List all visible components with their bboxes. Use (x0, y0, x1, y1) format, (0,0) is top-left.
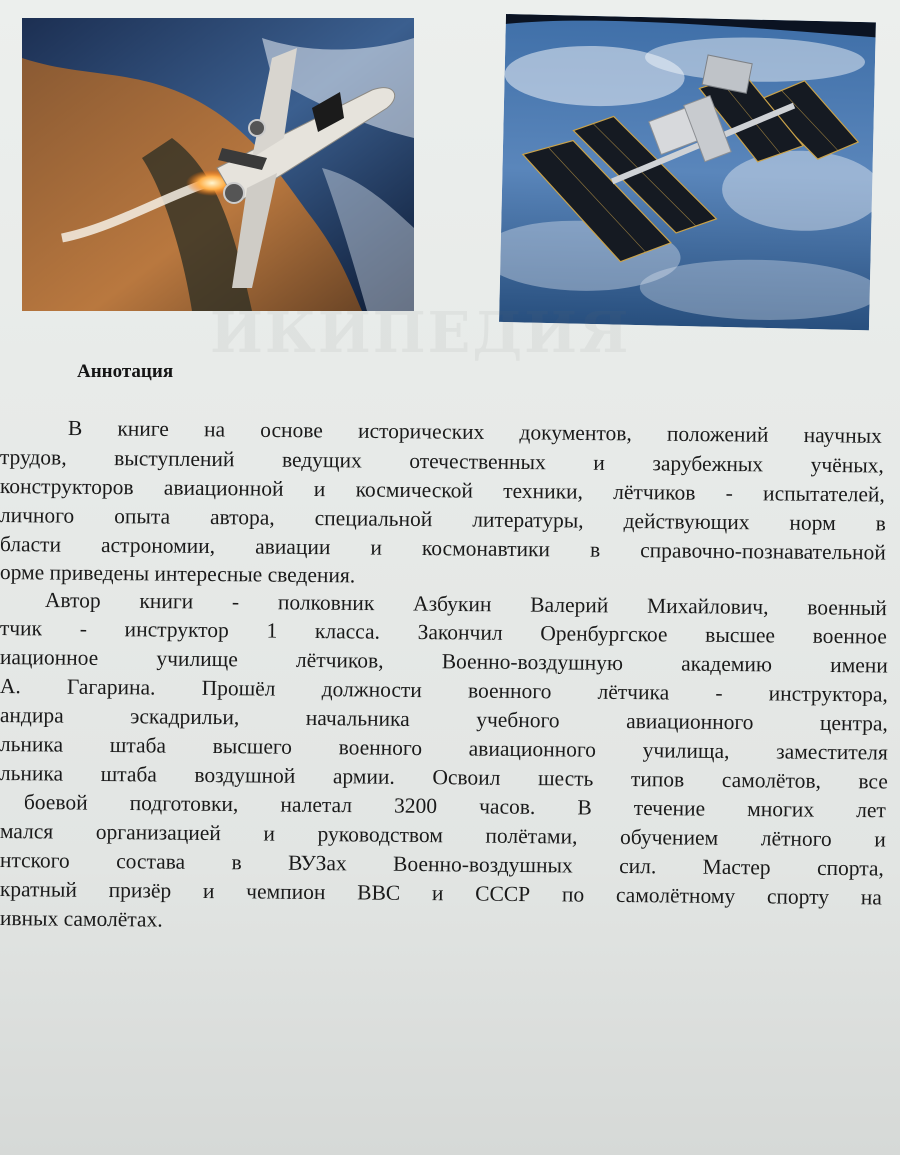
space-station-photo (499, 14, 876, 330)
paragraph-1-line: В книге на основе исторических документов, положений научных (67, 416, 882, 448)
paragraph-1-line: бласти астрономии, авиации и космонавтики в справочно-познавательной (0, 532, 886, 565)
paragraph-1-line: конструкторов авиационной и космической техники, лётчиков - испытателей, (0, 474, 885, 507)
paragraph-1-line: орме приведены интересные сведения. (0, 560, 356, 588)
paragraph-2-line: иационное училище лётчиков, Военно-воздушную академию имени (0, 645, 888, 678)
annotation-heading: Аннотация (77, 361, 174, 382)
spaceplane-photo (22, 18, 414, 311)
paragraph-2-line: льника штаба высшего военного авиационного училища, заместителя (0, 732, 888, 765)
bleed-through-text: ИКИПЕДИЯ (210, 300, 631, 366)
paragraph-1-line: трудов, выступлений ведущих отечественных и зарубежных учёных, (0, 445, 884, 478)
paragraph-2-line: андира эскадрильи, начальника учебного авиационного центра, (0, 703, 888, 736)
paragraph-2-line: кратный призёр и чемпион ВВС и СССР по самолётному спорту на (0, 877, 882, 910)
paragraph-2-line: льника штаба воздушной армии. Освоил шесть типов самолётов, все (0, 761, 888, 794)
paragraph-2-line: боевой подготовки, налетал 3200 часов. В течение многих лет (23, 790, 886, 823)
paragraph-1-line: личного опыта автора, специальной литературы, действующих норм в (0, 503, 886, 536)
paragraph-2-line: А. Гагарина. Прошёл должности военного лётчика - инструктора, (0, 674, 888, 707)
paragraph-2-line: нтского состава в ВУЗах Военно-воздушных сил. Мастер спорта, (0, 848, 884, 881)
paragraph-2-line: тчик - инструктор 1 класса. Закончил Оренбургское высшее военное (0, 616, 887, 649)
paragraph-2-line: ивных самолётах. (0, 906, 163, 932)
paragraph-2-line: мался организацией и руководством полётами, обучением лётного и (0, 819, 886, 852)
paragraph-2-line: Автор книги - полковник Азбукин Валерий Михайлович, военный (44, 588, 887, 621)
